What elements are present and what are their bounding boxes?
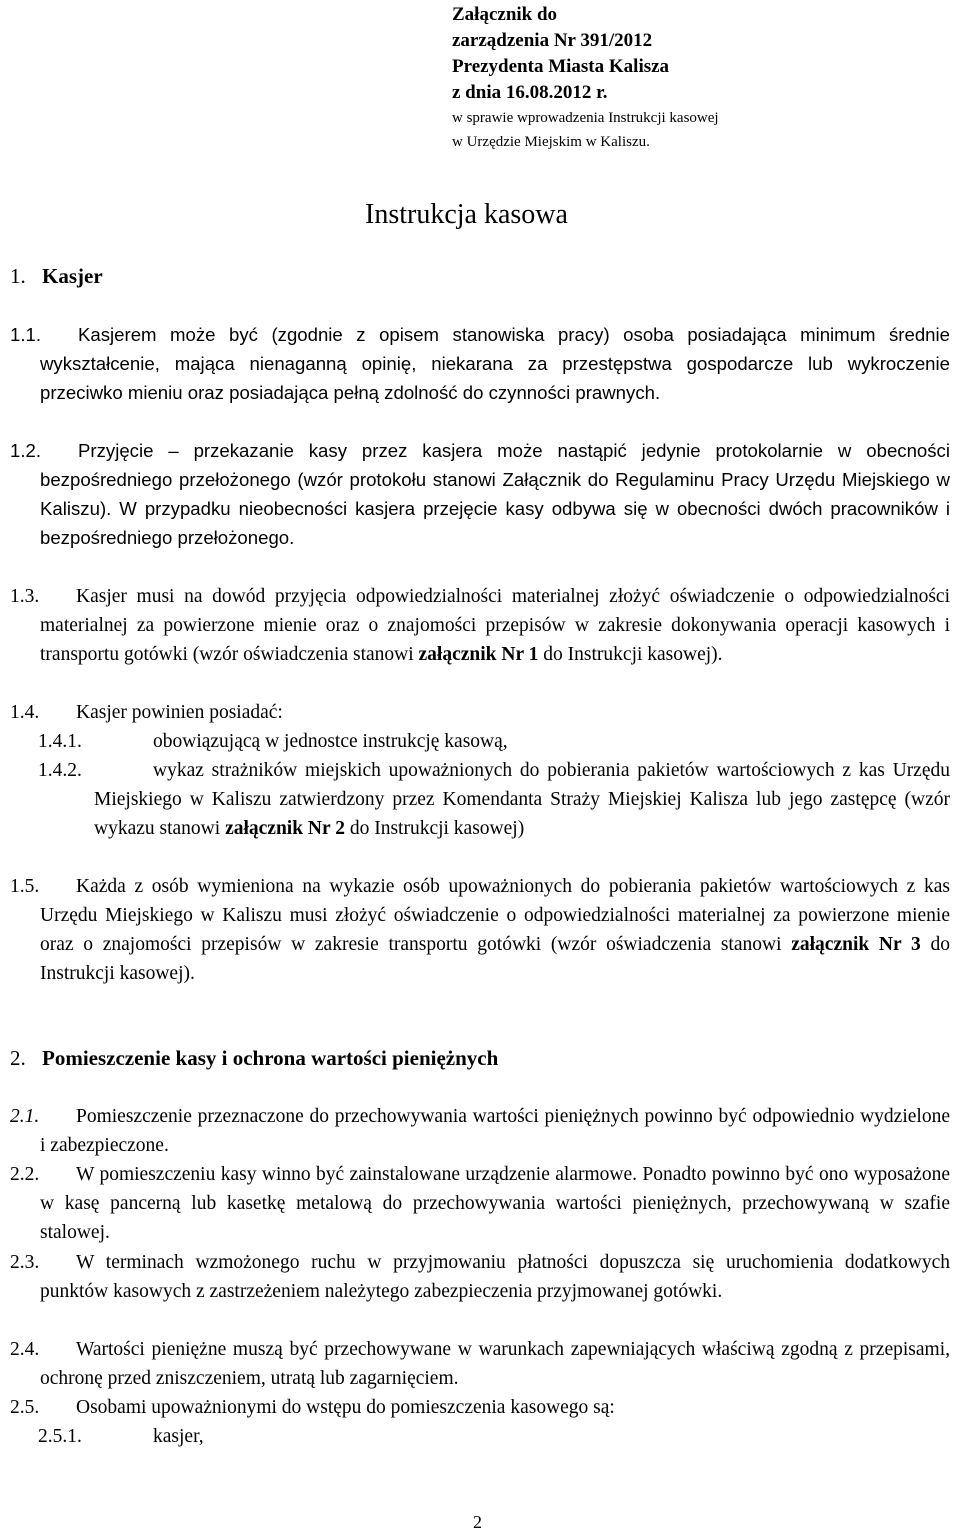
paragraph-text: W pomieszczeniu kasy winno być zainstalowane urządzenie alarmowe. Ponadto powinno być ono wyposażone w kasę pancerną lub kasetkę metalową do przechowywania wartości pieniężnych, przechowywaną w szafie stalowej. [40,1164,950,1243]
section-heading [10,1044,498,1072]
paragraph-1-4-1 [38,727,950,756]
paragraph-text: do Instrukcji kasowej). [40,934,950,984]
attachment-ref: załącznik Nr 3 [791,934,921,955]
paragraph-2-4 [10,1335,950,1393]
paragraph-1-3 [10,582,950,669]
paragraph-number: 1.4.1. [38,731,82,752]
paragraph-number: 1.5. [10,876,40,897]
section-title: Pomieszczenie kasy i ochrona wartości pieniężnych [42,1046,499,1070]
header-line: w Urzędzie Miejskim w Kaliszu. [452,134,650,150]
header-line: w sprawie wprowadzenia Instrukcji kasowej [452,110,719,126]
paragraph-text: Pomieszczenie przeznaczone do przechowywania wartości pieniężnych powinno być odpowiednio wydzielone i zabezpieczone. [40,1106,950,1156]
paragraph-text: W terminach wzmożonego ruchu w przyjmowaniu płatności dopuszcza się uruchomienia dodatkowych punktów kasowych z zastrzeżeniem należytego zabezpieczenia przyjmowanej gotówki. [40,1252,950,1302]
paragraph-number: 2.5. [10,1397,40,1418]
paragraph-text: Każda z osób wymieniona na wykazie osób upoważnionych do pobierania pakietów wartościowych z kas Urzędu Miejskiego w Kaliszu musi złożyć oświadczenie o odpowiedzialności materialnej za powierzone mienie oraz o znajomości przepisów w zakresie transportu gotówki (wzór oświadczenia stanowi [40,876,950,955]
paragraph-1-1 [10,320,950,407]
paragraph-text: Kasjer powinien posiadać: [76,702,283,723]
paragraph-number: 1.1. [10,324,42,345]
section-number: 2. [10,1046,26,1070]
document-title: Instrukcja kasowa [365,199,568,230]
header-line: zarządzenia Nr 391/2012 [452,30,653,51]
paragraph-number: 2.2. [10,1164,40,1185]
attachment-header [452,2,719,154]
page-number: 2 [473,1512,482,1532]
header-line: Prezydenta Miasta Kalisza [452,56,670,77]
paragraph-1-4 [10,698,950,727]
header-line: Załącznik do [452,4,558,25]
paragraph-text: Kasjer musi na dowód przyjęcia odpowiedzialności materialnej złożyć oświadczenie o odpowiedzialności materialnej za powierzone mienie oraz o znajomości przepisów w zakresie dokonywania operacji kasowych i transportu gotówki (wzór oświadczenia stanowi [40,586,950,665]
paragraph-text: do Instrukcji kasowej). [538,644,723,665]
paragraph-text: Przyjęcie – przekazanie kasy przez kasjera może nastąpić jedynie protokolarnie w obecności bezpośredniego przełożonego (wzór protokołu stanowi Załącznik do Regulaminu Pracy Urzędu Miejskiego w Kaliszu). W przypadku nieobecności kasjera przejęcie kasy odbywa się w obecności dwóch pracowników i bezpośredniego przełożonego. [40,440,950,548]
paragraph-number: 2.4. [10,1339,40,1360]
paragraph-2-1 [10,1102,950,1160]
paragraph-number: 1.4.2. [38,760,82,781]
section-title: Kasjer [42,264,103,288]
paragraph-2-2 [10,1160,950,1247]
section-number: 1. [10,264,26,288]
paragraph-2-3 [10,1248,950,1306]
paragraph-text: Wartości pieniężne muszą być przechowywane w warunkach zapewniających właściwą zgodną z przepisami, ochronę przed zniszczeniem, utratą lub zagarnięciem. [40,1339,950,1389]
paragraph-number: 2.1. [10,1106,40,1127]
paragraph-text: wykaz strażników miejskich upoważnionych do pobierania pakietów wartościowych z kas Urzędu Miejskiego w Kaliszu zatwierdzony przez Komendanta Straży Miejskiej Kalisza lub jego zastępcę (wzór wykazu stanowi [94,760,950,839]
paragraph-text: kasjer, [153,1426,204,1447]
paragraph-text: do Instrukcji kasowej) [344,818,525,839]
paragraph-number: 2.3. [10,1252,40,1273]
attachment-ref: załącznik Nr 2 [225,818,345,839]
paragraph-text: Osobami upoważnionymi do wstępu do pomieszczenia kasowego są: [76,1397,615,1418]
paragraph-number: 1.2. [10,440,42,461]
attachment-ref: załącznik Nr 1 [418,644,539,665]
paragraph-1-4-2 [38,756,950,843]
paragraph-1-2 [10,436,950,552]
paragraph-text: obowiązującą w jednostce instrukcję kasową, [153,731,508,752]
paragraph-number: 1.3. [10,586,40,607]
paragraph-number: 2.5.1. [38,1426,82,1447]
paragraph-text: Kasjerem może być (zgodnie z opisem stanowiska pracy) osoba posiadająca minimum średnie wykształcenie, mająca nienaganną opinię, niekarana za przestępstwa gospodarcze lub wykroczenie przeciwko mieniu oraz posiadająca pełną zdolność do czynności prawnych. [40,324,950,403]
paragraph-2-5 [10,1393,950,1422]
paragraph-2-5-1 [38,1422,950,1451]
paragraph-number: 1.4. [10,702,40,723]
header-line: z dnia 16.08.2012 r. [452,82,608,103]
paragraph-1-5 [10,872,950,988]
section-heading [10,262,103,290]
